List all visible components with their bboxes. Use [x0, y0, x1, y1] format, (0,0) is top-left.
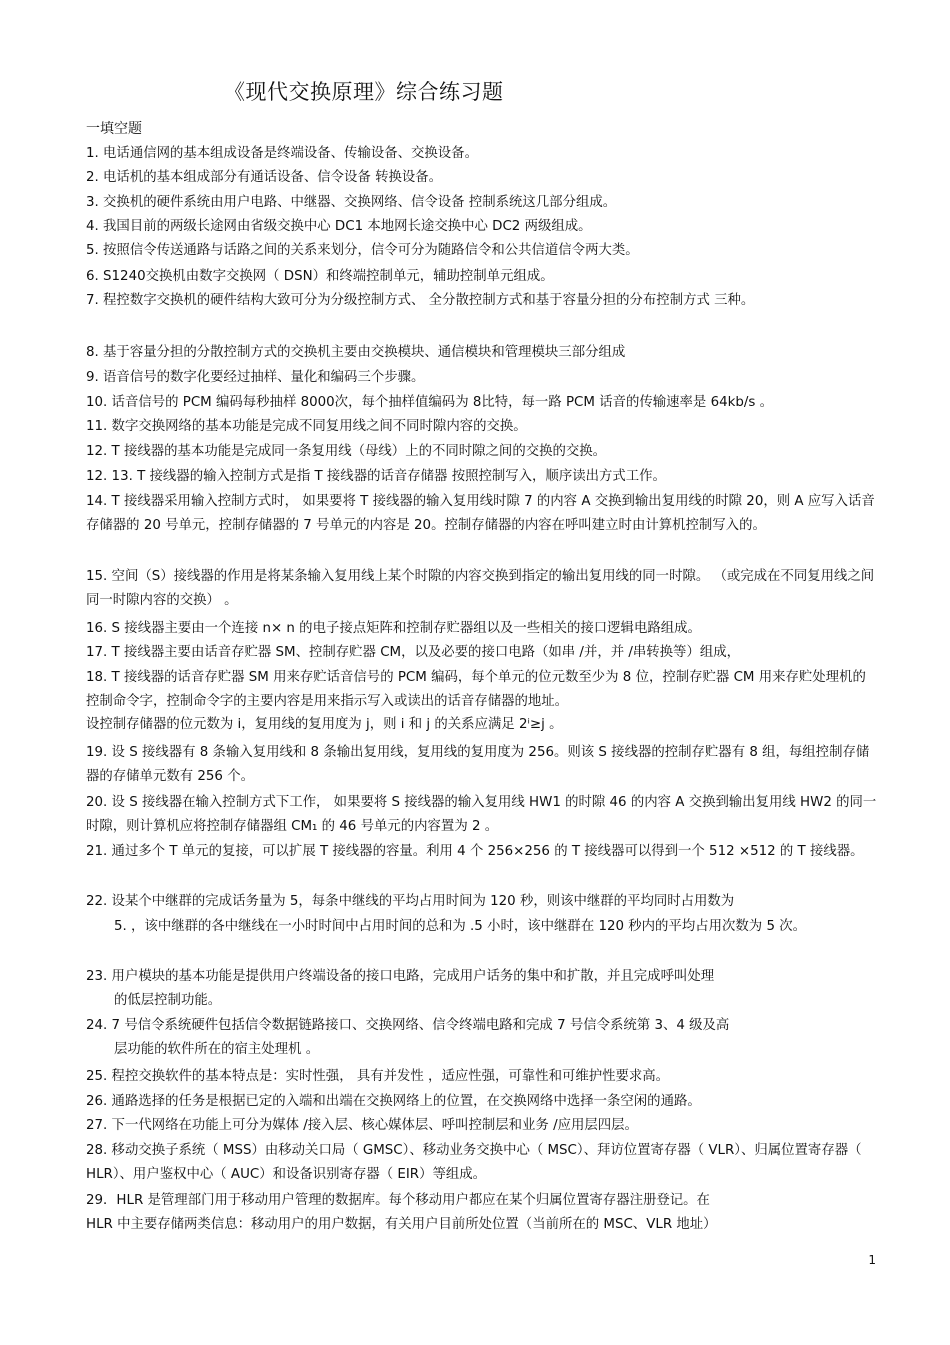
question-7: 7. 程控数字交换机的硬件结构大致可分为分级控制方式、 全分散控制方式和基于容量分担的分布控制方式 三种。 [86, 293, 755, 308]
question-17: 17. T 接线器主要由话音存贮器 SM、控制存贮器 CM，以及必要的接口电路（如串 /并，并 /串转换等）组成， [86, 645, 741, 660]
question-29-cont: HLR 中主要存储两类信息：移动用户的用户数据，有关用户目前所处位置（当前所在的 MSC、VLR 地址） [86, 1217, 717, 1232]
question-8: 8. 基于容量分担的分散控制方式的交换机主要由交换模块、通信模块和管理模块三部分组成 [86, 345, 626, 360]
question-29: 29．HLR 是管理部门用于移动用户管理的数据库。每个移动用户都应在某个归属位置寄存器注册登记。在 [86, 1193, 710, 1208]
question-28: 28. 移动交换子系统（ MSS）由移动关口局（ GMSC）、移动业务交换中心（ MSC）、拜访位置寄存器（ VLR）、归属位置寄存器（ HLR）、用户鉴权中心（ AUC）和设备识别寄存器（ EIR）等组成。 [86, 1143, 862, 1182]
question-20: 20. 设 S 接线器在输入控制方式下工作， 如果要将 S 接线器的输入复用线 HW1 的时隙 46 的内容 A 交换到输出复用线 HW2 的同一时隙，则计算机应将控制存储器组 CM₁ 的 46 号单元的内容置为 2 。 [86, 795, 877, 834]
question-18-cont: 设控制存储器的位元数为 i，复用线的复用度为 j，则 i 和 j 的关系应满足 2ⁱ≥j 。 [86, 717, 563, 732]
question-3: 3. 交换机的硬件系统由用户电路、中继器、交换网络、信令设备 控制系统这几部分组成。 [86, 195, 617, 210]
question-5: 5. 按照信令传送通路与话路之间的关系来划分，信令可分为随路信令和公共信道信令两大类。 [86, 243, 639, 258]
question-6: 6. S1240交换机由数字交换网（ DSN）和终端控制单元，辅助控制单元组成。 [86, 269, 554, 284]
page-title: 《现代交换原理》综合练习题 [224, 80, 504, 104]
question-15: 15. 空间（S）接线器的作用是将某条输入复用线上某个时隙的内容交换到指定的输出复用线的同一时隙。 （或完成在不同复用线之间同一时隙内容的交换） 。 [86, 569, 875, 608]
question-10: 10. 话音信号的 PCM 编码每秒抽样 8000次，每个抽样值编码为 8比特，每一路 PCM 话音的传输速率是 64kb/s 。 [86, 395, 773, 410]
question-1: 1. 电话通信网的基本组成设备是终端设备、传输设备、交换设备。 [86, 146, 478, 161]
question-12: 12. T 接线器的基本功能是完成同一条复用线（母线）上的不同时隙之间的交换的交换。 [86, 444, 607, 459]
question-4: 4. 我国目前的两级长途网由省级交换中心 DC1 本地网长途交换中心 DC2 两级组成。 [86, 219, 592, 234]
question-25: 25. 程控交换软件的基本特点是：实时性强， 具有并发性 ，适应性强，可靠性和可维护性要求高。 [86, 1069, 670, 1084]
question-24-cont: 层功能的软件所在的宿主处理机 。 [114, 1042, 320, 1057]
question-24: 24. 7 号信令系统硬件包括信令数据链路接口、交换网络、信令终端电路和完成 7 号信令系统第 3、4 级及高 [86, 1018, 730, 1033]
question-13: 12. 13. T 接线器的输入控制方式是指 T 接线器的话音存储器 按照控制写入，顺序读出方式工作。 [86, 469, 666, 484]
section-heading: 一填空题 [86, 121, 142, 137]
question-21: 21. 通过多个 T 单元的复接，可以扩展 T 接线器的容量。利用 4 个 256×256 的 T 接线器可以得到一个 512 ×512 的 T 接线器。 [86, 844, 864, 859]
question-16: 16. S 接线器主要由一个连接 n× n 的电子接点矩阵和控制存贮器组以及一些相关的接口逻辑电路组成。 [86, 621, 701, 636]
question-2: 2. 电话机的基本组成部分有通话设备、信令设备 转换设备。 [86, 170, 443, 185]
question-19: 19. 设 S 接线器有 8 条输入复用线和 8 条输出复用线，复用线的复用度为 256。则该 S 接线器的控制存贮器有 8 组，每组控制存储器的存储单元数有 256 个。 [86, 745, 870, 784]
question-9: 9. 语音信号的数字化要经过抽样、量化和编码三个步骤。 [86, 370, 425, 385]
question-23-cont: 的低层控制功能。 [114, 993, 222, 1008]
question-23: 23. 用户模块的基本功能是提供用户终端设备的接口电路，完成用户话务的集中和扩散，并且完成呼叫处理 [86, 969, 715, 984]
question-27: 27. 下一代网络在功能上可分为媒体 /接入层、核心媒体层、呼叫控制层和业务 /应用层四层。 [86, 1118, 638, 1133]
question-26: 26. 通路选择的任务是根据已定的入端和出端在交换网络上的位置，在交换网络中选择一条空闲的通路。 [86, 1094, 701, 1109]
question-11: 11. 数字交换网络的基本功能是完成不同复用线之间不同时隙内容的交换。 [86, 419, 527, 434]
question-14: 14. T 接线器采用输入控制方式时， 如果要将 T 接线器的输入复用线时隙 7 的内容 A 交换到输出复用线的时隙 20，则 A 应写入话音存储器的 20 号单元，控制存储器的 7 号单元的内容是 20。控制存储器的内容在呼叫建立时由计算机控制写入的。 [86, 494, 875, 533]
question-18: 18. T 接线器的话音存贮器 SM 用来存贮话音信号的 PCM 编码，每个单元的位元数至少为 8 位，控制存贮器 CM 用来存贮处理机的控制命令字，控制命令字的主要内容是用来指示写入或读出的话音存储器的地址。 [86, 670, 866, 709]
question-22: 22. 设某个中继群的完成话务量为 5，每条中继线的平均占用时间为 120 秒，则该中继群的平均同时占用数为 [86, 894, 735, 909]
page-number: 1 [868, 1253, 876, 1267]
question-22-cont: 5. ，该中继群的各中继线在一小时时间中占用时间的总和为 .5 小时，该中继群在 120 秒内的平均占用次数为 5 次。 [114, 919, 807, 934]
